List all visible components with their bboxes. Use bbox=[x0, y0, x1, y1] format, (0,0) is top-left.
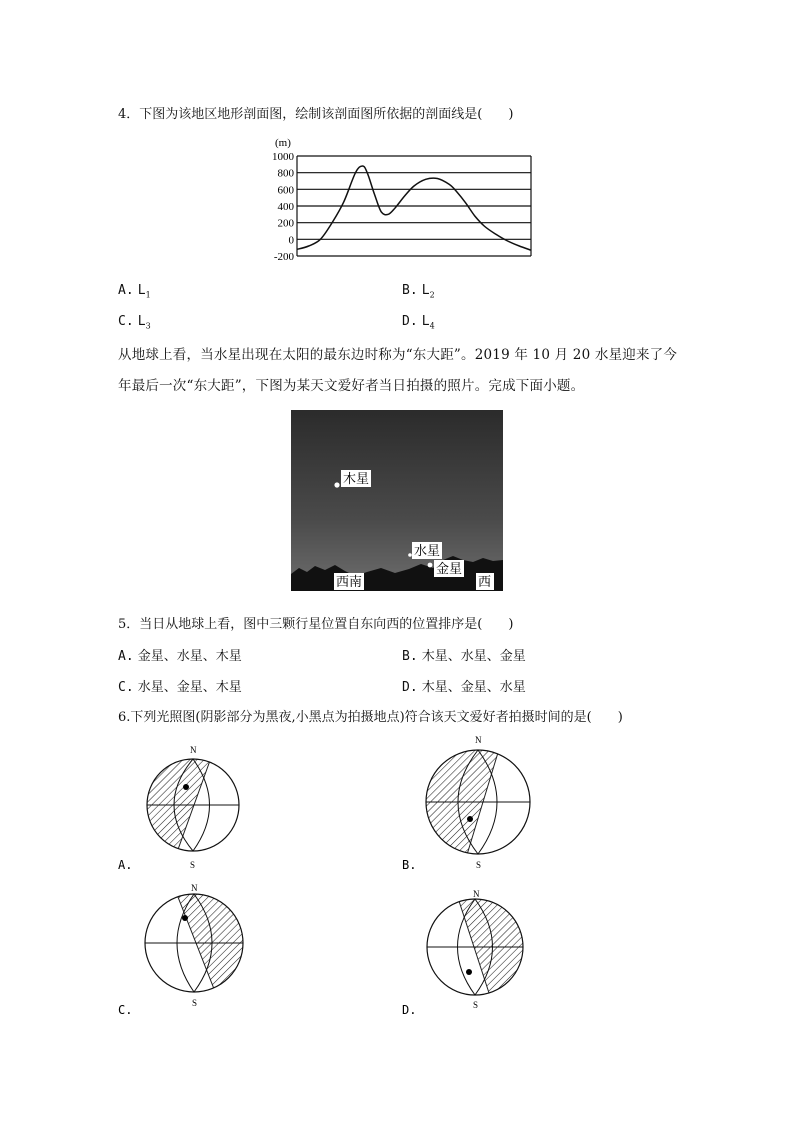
chart-unit-label: (m) bbox=[275, 137, 291, 149]
y-tick-label: 600 bbox=[277, 184, 294, 197]
shooting-location-dot bbox=[183, 784, 189, 790]
y-tick-label: 1000 bbox=[272, 151, 294, 163]
shooting-location-dot bbox=[466, 969, 472, 975]
q5-option-c[interactable]: C. 水星、金星、木星 bbox=[118, 680, 242, 695]
south-label: S bbox=[192, 998, 198, 1008]
chart-grid bbox=[297, 156, 531, 256]
north-label: N bbox=[475, 735, 482, 745]
venus-label: 金星 bbox=[436, 561, 463, 576]
light-diagram-d[interactable] bbox=[402, 889, 525, 1017]
q4-option-d[interactable]: D. $L_4$ bbox=[402, 314, 435, 331]
mercury-label: 水星 bbox=[414, 543, 441, 558]
option-letter: B. bbox=[402, 858, 417, 872]
q4-option-c[interactable]: C. $L_3$ bbox=[118, 314, 151, 331]
venus-dot bbox=[428, 563, 433, 568]
jupiter-label: 木星 bbox=[343, 471, 370, 486]
south-label: S bbox=[473, 1000, 479, 1010]
q4-option-a[interactable]: A. $L_1$ bbox=[118, 283, 151, 300]
y-tick-label: -200 bbox=[273, 251, 294, 263]
shooting-location-dot bbox=[467, 816, 473, 822]
southwest-label: 西南 bbox=[336, 574, 363, 589]
q5-option-a[interactable]: A. 金星、水星、木星 bbox=[118, 649, 242, 664]
y-tick-label: 800 bbox=[277, 167, 294, 180]
y-tick-label: 400 bbox=[277, 201, 294, 213]
south-label: S bbox=[190, 860, 196, 870]
q5-option-d[interactable]: D. 木星、金星、水星 bbox=[402, 680, 526, 695]
north-label: N bbox=[190, 745, 197, 755]
night-sky-photo bbox=[291, 410, 503, 591]
option-letter: D. bbox=[402, 1003, 417, 1017]
q4-option-b[interactable]: B. $L_2$ bbox=[402, 283, 435, 300]
q5-option-b[interactable]: B. 木星、水星、金星 bbox=[402, 649, 526, 664]
shooting-location-dot bbox=[182, 915, 188, 921]
west-label: 西 bbox=[478, 574, 492, 589]
south-label: S bbox=[476, 860, 482, 870]
y-tick-label: 0 bbox=[288, 234, 294, 247]
mercury-dot bbox=[408, 553, 412, 557]
option-letter: A. bbox=[118, 858, 133, 872]
north-label: N bbox=[191, 883, 198, 893]
terrain-profile-chart bbox=[255, 132, 545, 264]
jupiter-dot bbox=[334, 482, 339, 487]
intro-line-1: 从地球上看，当水星出现在太阳的最东边时称为“东大距”。2019 年 10 月 20 水星迎来了今 bbox=[118, 347, 678, 363]
y-tick-label: 200 bbox=[277, 217, 294, 230]
q4-stem: 4．下图为该地区地形剖面图，绘制该剖面图所依据的剖面线是( ) bbox=[118, 107, 514, 122]
light-diagram-c[interactable] bbox=[118, 883, 246, 1017]
q6-diagrams bbox=[0, 730, 794, 1060]
q6-stem: 6.下列光照图(阴影部分为黑夜,小黑点为拍摄地点)符合该天文爱好者拍摄时间的是( ) bbox=[118, 710, 623, 725]
chart-tick-labels bbox=[272, 151, 295, 263]
light-diagram-b[interactable] bbox=[402, 735, 530, 872]
profile-curve bbox=[297, 166, 531, 250]
intro-line-2: 年最后一次“东大距”，下图为某天文爱好者当日拍摄的照片。完成下面小题。 bbox=[118, 378, 585, 394]
option-letter: C. bbox=[118, 1003, 133, 1017]
north-label: N bbox=[473, 889, 480, 899]
light-diagram-a[interactable] bbox=[118, 745, 239, 872]
q5-stem: 5．当日从地球上看，图中三颗行星位置自东向西的位置排序是( ) bbox=[118, 617, 514, 632]
